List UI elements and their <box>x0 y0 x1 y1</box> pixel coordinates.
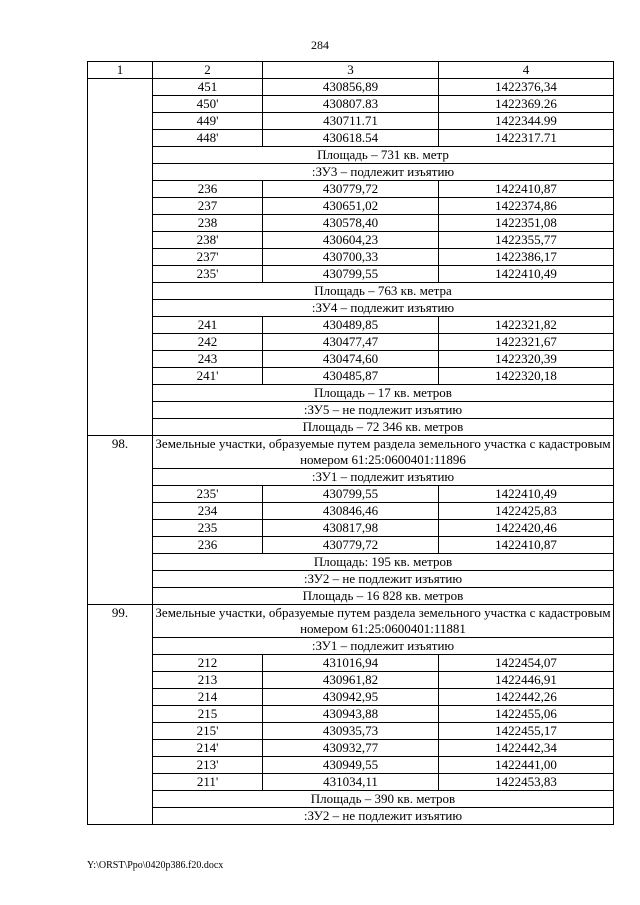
point-number-cell: 214' <box>153 740 263 757</box>
y-coordinate-cell: 1422410,49 <box>439 486 614 503</box>
point-number-cell: 235' <box>153 266 263 283</box>
point-number-cell: 235' <box>153 486 263 503</box>
info-cell: :ЗУ2 – не подлежит изъятию <box>153 571 614 588</box>
x-coordinate-cell: 430477,47 <box>263 334 439 351</box>
y-coordinate-cell: 1422454,07 <box>439 655 614 672</box>
y-coordinate-cell: 1422317.71 <box>439 130 614 147</box>
point-number-cell: 242 <box>153 334 263 351</box>
y-coordinate-cell: 1422344.99 <box>439 113 614 130</box>
x-coordinate-cell: 430711.71 <box>263 113 439 130</box>
x-coordinate-cell: 430846,46 <box>263 503 439 520</box>
info-cell: :ЗУ2 – не подлежит изъятию <box>153 808 614 825</box>
x-coordinate-cell: 430943,88 <box>263 706 439 723</box>
coordinate-row <box>88 181 614 198</box>
point-number-cell: 449' <box>153 113 263 130</box>
info-cell: Площадь – 17 кв. метров <box>153 385 614 402</box>
info-cell: :ЗУ4 – подлежит изъятию <box>153 300 614 317</box>
point-number-cell: 236 <box>153 181 263 198</box>
coordinate-row <box>88 351 614 368</box>
info-cell: Площадь – 763 кв. метра <box>153 283 614 300</box>
x-coordinate-cell: 430489,85 <box>263 317 439 334</box>
point-number-cell: 235 <box>153 520 263 537</box>
coordinate-row <box>88 96 614 113</box>
y-coordinate-cell: 1422455,06 <box>439 706 614 723</box>
coordinate-row <box>88 198 614 215</box>
coordinate-row <box>88 774 614 791</box>
header-cell-2: 2 <box>153 62 263 79</box>
x-coordinate-cell: 430485,87 <box>263 368 439 385</box>
info-row <box>88 419 614 436</box>
info-row <box>88 164 614 181</box>
coordinate-row <box>88 215 614 232</box>
x-coordinate-cell: 430604,23 <box>263 232 439 249</box>
page-number: 284 <box>311 38 329 52</box>
y-coordinate-cell: 1422321,67 <box>439 334 614 351</box>
x-coordinate-cell: 430651,02 <box>263 198 439 215</box>
y-coordinate-cell: 1422410,49 <box>439 266 614 283</box>
y-coordinate-cell: 1422453,83 <box>439 774 614 791</box>
point-number-cell: 211' <box>153 774 263 791</box>
section-number-cell: 98. <box>88 436 153 605</box>
info-row <box>88 808 614 825</box>
coordinate-row <box>88 266 614 283</box>
info-cell: Площадь: 195 кв. метров <box>153 554 614 571</box>
coordinate-row <box>88 249 614 266</box>
coordinate-row <box>88 520 614 537</box>
y-coordinate-cell: 1422320,39 <box>439 351 614 368</box>
point-number-cell: 241 <box>153 317 263 334</box>
point-number-cell: 213' <box>153 757 263 774</box>
y-coordinate-cell: 1422442,26 <box>439 689 614 706</box>
coordinate-row <box>88 486 614 503</box>
info-cell: :ЗУ5 – не подлежит изъятию <box>153 402 614 419</box>
info-row <box>88 588 614 605</box>
coordinate-row <box>88 317 614 334</box>
x-coordinate-cell: 430932,77 <box>263 740 439 757</box>
x-coordinate-cell: 430961,82 <box>263 672 439 689</box>
x-coordinate-cell: 430618.54 <box>263 130 439 147</box>
info-row <box>88 571 614 588</box>
group-title-cell: Земельные участки, образуемые путем раздела земельного участка с кадастровым номером 61:25:0600401:11881 <box>153 605 614 638</box>
y-coordinate-cell: 1422386,17 <box>439 249 614 266</box>
y-coordinate-cell: 1422374,86 <box>439 198 614 215</box>
point-number-cell: 236 <box>153 537 263 554</box>
info-row <box>88 147 614 164</box>
coordinate-row <box>88 757 614 774</box>
y-coordinate-cell: 1422355,77 <box>439 232 614 249</box>
coordinate-row <box>88 79 614 96</box>
point-number-cell: 238' <box>153 232 263 249</box>
point-number-cell: 237' <box>153 249 263 266</box>
point-number-cell: 450' <box>153 96 263 113</box>
coordinate-row <box>88 130 614 147</box>
y-coordinate-cell: 1422369.26 <box>439 96 614 113</box>
point-number-cell: 215' <box>153 723 263 740</box>
header-cell-1: 1 <box>88 62 153 79</box>
y-coordinate-cell: 1422425,83 <box>439 503 614 520</box>
header-cell-4: 4 <box>439 62 614 79</box>
info-row <box>88 385 614 402</box>
y-coordinate-cell: 1422455,17 <box>439 723 614 740</box>
x-coordinate-cell: 431016,94 <box>263 655 439 672</box>
info-cell: :ЗУ3 – подлежит изъятию <box>153 164 614 181</box>
section-number-cell <box>88 79 153 436</box>
y-coordinate-cell: 1422410,87 <box>439 181 614 198</box>
x-coordinate-cell: 430779,72 <box>263 537 439 554</box>
info-row <box>88 283 614 300</box>
info-row <box>88 554 614 571</box>
info-row <box>88 300 614 317</box>
y-coordinate-cell: 1422441,00 <box>439 757 614 774</box>
info-row <box>88 469 614 486</box>
x-coordinate-cell: 430817,98 <box>263 520 439 537</box>
x-coordinate-cell: 430935,73 <box>263 723 439 740</box>
info-cell: :ЗУ1 – подлежит изъятию <box>153 638 614 655</box>
coordinate-row <box>88 334 614 351</box>
coordinate-row <box>88 368 614 385</box>
group-header-row <box>88 605 614 638</box>
info-cell: Площадь – 16 828 кв. метров <box>153 588 614 605</box>
info-cell: Площадь – 731 кв. метр <box>153 147 614 164</box>
coordinates-table <box>87 61 614 825</box>
info-cell: Площадь – 72 346 кв. метров <box>153 419 614 436</box>
info-row <box>88 402 614 419</box>
x-coordinate-cell: 430942,95 <box>263 689 439 706</box>
header-row <box>88 62 614 79</box>
coordinate-row <box>88 706 614 723</box>
point-number-cell: 234 <box>153 503 263 520</box>
info-cell: :ЗУ1 – подлежит изъятию <box>153 469 614 486</box>
y-coordinate-cell: 1422420,46 <box>439 520 614 537</box>
x-coordinate-cell: 430799,55 <box>263 486 439 503</box>
point-number-cell: 213 <box>153 672 263 689</box>
y-coordinate-cell: 1422321,82 <box>439 317 614 334</box>
y-coordinate-cell: 1422442,34 <box>439 740 614 757</box>
section-number-cell: 99. <box>88 605 153 825</box>
point-number-cell: 237 <box>153 198 263 215</box>
point-number-cell: 241' <box>153 368 263 385</box>
y-coordinate-cell: 1422410,87 <box>439 537 614 554</box>
x-coordinate-cell: 430474,60 <box>263 351 439 368</box>
y-coordinate-cell: 1422320,18 <box>439 368 614 385</box>
table-body <box>88 62 614 825</box>
point-number-cell: 448' <box>153 130 263 147</box>
y-coordinate-cell: 1422351,08 <box>439 215 614 232</box>
point-number-cell: 243 <box>153 351 263 368</box>
group-title-cell: Земельные участки, образуемые путем раздела земельного участка с кадастровым номером 61:25:0600401:11896 <box>153 436 614 469</box>
x-coordinate-cell: 430700,33 <box>263 249 439 266</box>
x-coordinate-cell: 431034,11 <box>263 774 439 791</box>
coordinate-row <box>88 537 614 554</box>
coordinate-row <box>88 689 614 706</box>
x-coordinate-cell: 430856,89 <box>263 79 439 96</box>
x-coordinate-cell: 430799,55 <box>263 266 439 283</box>
y-coordinate-cell: 1422376,34 <box>439 79 614 96</box>
coordinate-row <box>88 113 614 130</box>
info-row <box>88 791 614 808</box>
point-number-cell: 451 <box>153 79 263 96</box>
x-coordinate-cell: 430807.83 <box>263 96 439 113</box>
file-path-footer: Y:\ORST\Ppo\0420p386.f20.docx <box>87 860 224 871</box>
coordinate-row <box>88 672 614 689</box>
info-cell: Площадь – 390 кв. метров <box>153 791 614 808</box>
point-number-cell: 215 <box>153 706 263 723</box>
coordinate-row <box>88 655 614 672</box>
y-coordinate-cell: 1422446,91 <box>439 672 614 689</box>
coordinate-row <box>88 503 614 520</box>
point-number-cell: 238 <box>153 215 263 232</box>
header-cell-3: 3 <box>263 62 439 79</box>
coordinate-row <box>88 740 614 757</box>
point-number-cell: 212 <box>153 655 263 672</box>
coordinate-row <box>88 232 614 249</box>
group-header-row <box>88 436 614 469</box>
x-coordinate-cell: 430779,72 <box>263 181 439 198</box>
info-row <box>88 638 614 655</box>
coordinate-row <box>88 723 614 740</box>
point-number-cell: 214 <box>153 689 263 706</box>
x-coordinate-cell: 430949,55 <box>263 757 439 774</box>
x-coordinate-cell: 430578,40 <box>263 215 439 232</box>
